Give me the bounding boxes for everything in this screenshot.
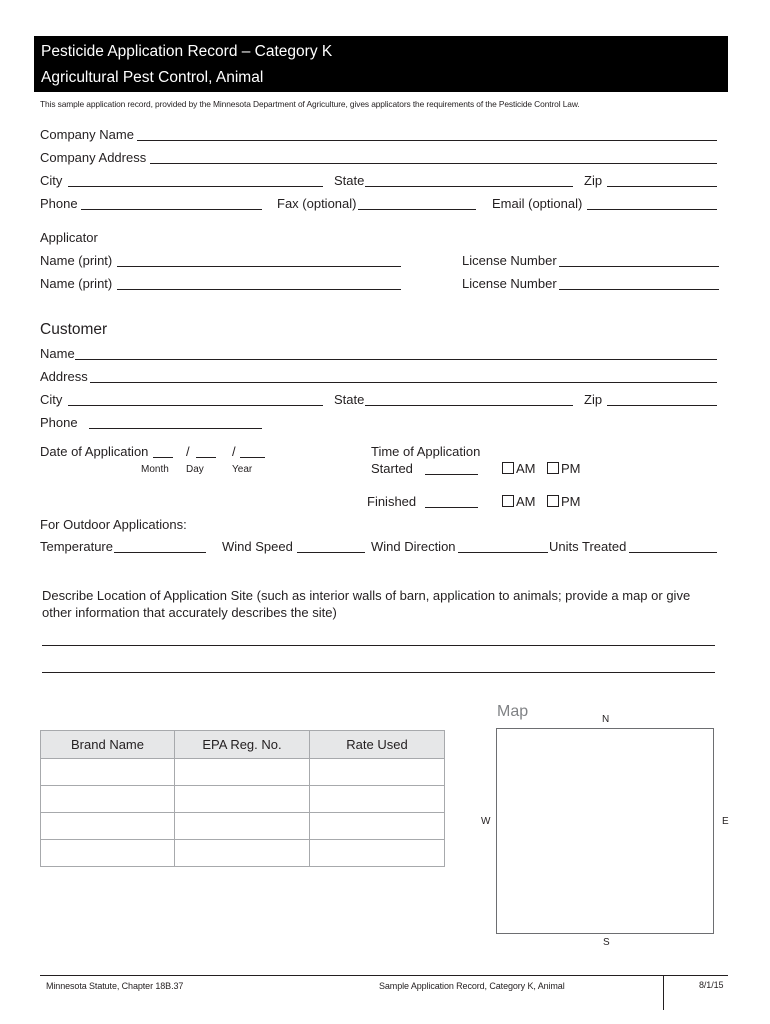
table-row: [41, 813, 445, 840]
customer-address-label: Address: [40, 369, 88, 384]
date-month-field[interactable]: [153, 457, 173, 458]
customer-zip-field[interactable]: [607, 405, 717, 406]
date-month-caption: Month: [141, 464, 169, 475]
footer-date: 8/1/15: [699, 980, 724, 990]
epa-reg-header: EPA Reg. No.: [175, 731, 310, 759]
form-title-line2: Agricultural Pest Control, Animal: [41, 69, 264, 86]
date-label: Date of Application: [40, 444, 149, 459]
company-email-field[interactable]: [587, 209, 717, 210]
customer-name-field[interactable]: [75, 359, 717, 360]
customer-address-field[interactable]: [90, 382, 717, 383]
brand-name-cell[interactable]: [41, 840, 175, 867]
started-am-checkbox[interactable]: [502, 462, 514, 474]
company-state-field[interactable]: [365, 186, 573, 187]
location-field-line2[interactable]: [42, 672, 715, 673]
temperature-label: Temperature: [40, 539, 113, 554]
brand-name-cell[interactable]: [41, 786, 175, 813]
wind-direction-field[interactable]: [458, 552, 548, 553]
date-day-caption: Day: [186, 464, 204, 475]
time-started-field[interactable]: [425, 474, 478, 475]
finished-am-checkbox[interactable]: [502, 495, 514, 507]
map-title: Map: [497, 703, 529, 720]
company-name-field[interactable]: [137, 140, 717, 141]
footer-statute: Minnesota Statute, Chapter 18B.37: [46, 981, 184, 991]
customer-zip-label: Zip: [584, 392, 603, 407]
footer-record-title: Sample Application Record, Category K, Animal: [379, 981, 565, 991]
epa-reg-cell[interactable]: [175, 786, 310, 813]
company-address-field[interactable]: [150, 163, 717, 164]
company-phone-label: Phone: [40, 196, 78, 211]
customer-state-label: State: [334, 392, 365, 407]
rate-used-cell[interactable]: [309, 786, 444, 813]
company-zip-label: Zip: [584, 173, 603, 188]
customer-heading: Customer: [40, 321, 108, 338]
form-title-line1: Pesticide Application Record – Category K: [41, 43, 333, 60]
units-treated-field[interactable]: [629, 552, 717, 553]
wind-speed-label: Wind Speed: [222, 539, 293, 554]
company-address-label: Company Address: [40, 150, 147, 165]
applicator-name-label-2: Name (print): [40, 276, 113, 291]
epa-reg-cell[interactable]: [175, 813, 310, 840]
date-year-field[interactable]: [240, 457, 265, 458]
finished-pm-label: PM: [561, 494, 581, 509]
time-label: Time of Application: [371, 444, 481, 459]
applicator-license-label-2: License Number: [462, 276, 557, 291]
date-separator-2: /: [232, 444, 236, 459]
map-north-label: N: [602, 714, 610, 725]
map-south-label: S: [603, 937, 610, 948]
date-year-caption: Year: [232, 464, 253, 475]
temperature-field[interactable]: [114, 552, 206, 553]
form-header: [34, 36, 728, 92]
units-treated-label: Units Treated: [549, 539, 627, 554]
epa-reg-cell[interactable]: [175, 759, 310, 786]
applicator-name-field-1[interactable]: [117, 266, 401, 267]
customer-phone-field[interactable]: [89, 428, 262, 429]
footer-divider: [663, 976, 664, 1010]
brand-name-cell[interactable]: [41, 813, 175, 840]
date-day-field[interactable]: [196, 457, 216, 458]
time-finished-label: Finished: [367, 494, 417, 509]
started-am-label: AM: [516, 461, 536, 476]
customer-city-label: City: [40, 392, 63, 407]
intro-text: This sample application record, provided by the Minnesota Department of Agriculture, gives applicators the requirements of the Pesticide Control Law.: [40, 99, 580, 109]
map-drawing-area[interactable]: [496, 728, 714, 934]
map-east-label: E: [722, 816, 729, 827]
company-city-label: City: [40, 173, 63, 188]
brand-name-cell[interactable]: [41, 759, 175, 786]
products-header-row: [41, 731, 445, 759]
applicator-heading: Applicator: [40, 230, 98, 245]
products-table: [40, 730, 445, 867]
rate-used-cell[interactable]: [309, 840, 444, 867]
company-fax-field[interactable]: [358, 209, 476, 210]
applicator-name-label-1: Name (print): [40, 253, 113, 268]
company-phone-field[interactable]: [81, 209, 262, 210]
company-fax-label: Fax (optional): [277, 196, 357, 211]
rate-used-header: Rate Used: [309, 731, 444, 759]
time-started-label: Started: [371, 461, 413, 476]
company-city-field[interactable]: [68, 186, 323, 187]
applicator-license-field-2[interactable]: [559, 289, 719, 290]
wind-speed-field[interactable]: [297, 552, 365, 553]
applicator-name-field-2[interactable]: [117, 289, 401, 290]
wind-direction-label: Wind Direction: [371, 539, 456, 554]
brand-name-header: Brand Name: [41, 731, 175, 759]
started-pm-label: PM: [561, 461, 581, 476]
table-row: [41, 759, 445, 786]
customer-name-label: Name: [40, 346, 75, 361]
epa-reg-cell[interactable]: [175, 840, 310, 867]
applicator-license-label-1: License Number: [462, 253, 557, 268]
table-row: [41, 786, 445, 813]
customer-phone-label: Phone: [40, 415, 78, 430]
footer-rule: [40, 975, 728, 976]
location-field-line1[interactable]: [42, 645, 715, 646]
finished-am-label: AM: [516, 494, 536, 509]
outdoor-heading: For Outdoor Applications:: [40, 517, 187, 532]
customer-state-field[interactable]: [365, 405, 573, 406]
date-separator-1: /: [186, 444, 190, 459]
started-pm-checkbox[interactable]: [547, 462, 559, 474]
finished-pm-checkbox[interactable]: [547, 495, 559, 507]
table-row: [41, 840, 445, 867]
customer-city-field[interactable]: [68, 405, 323, 406]
rate-used-cell[interactable]: [309, 813, 444, 840]
applicator-license-field-1[interactable]: [559, 266, 719, 267]
company-email-label: Email (optional): [492, 196, 583, 211]
company-state-label: State: [334, 173, 365, 188]
location-prompt-line1: Describe Location of Application Site (such as interior walls of barn, application to animals; provide a map or give: [42, 588, 691, 603]
rate-used-cell[interactable]: [309, 759, 444, 786]
company-name-label: Company Name: [40, 127, 134, 142]
company-zip-field[interactable]: [607, 186, 717, 187]
time-finished-field[interactable]: [425, 507, 478, 508]
map-west-label: W: [481, 816, 491, 827]
location-prompt-line2: other information that accurately describes the site): [42, 605, 337, 620]
